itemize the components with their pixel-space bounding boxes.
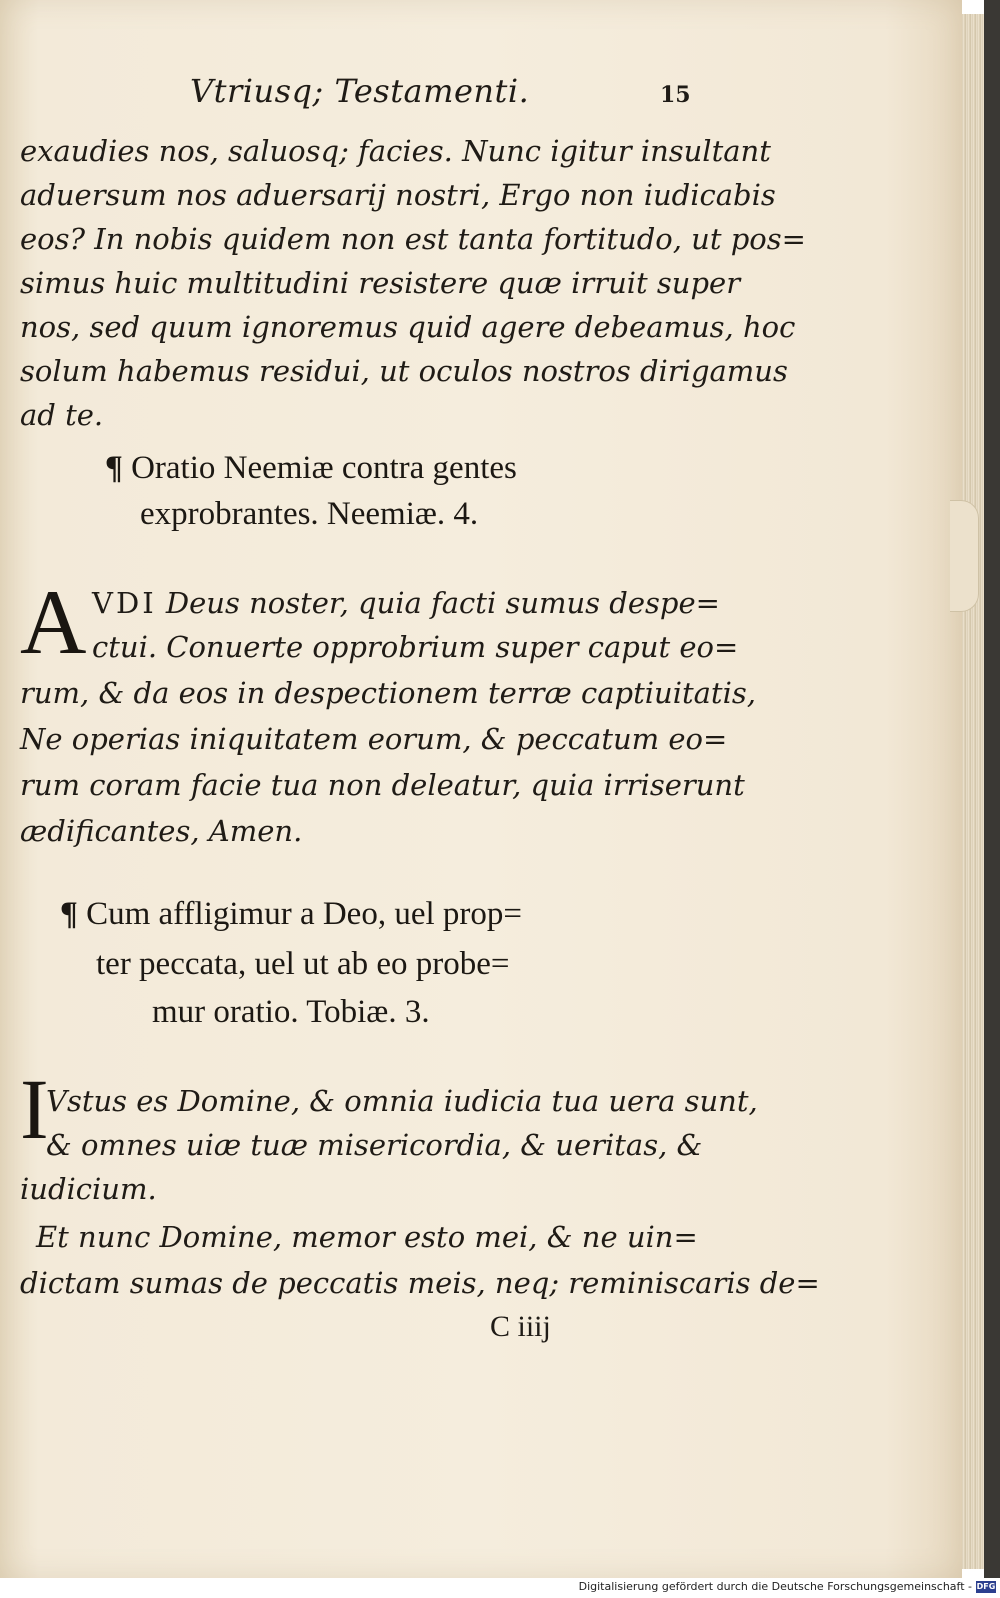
heading2-text-1: Cum affligimur a Deo, uel prop= bbox=[86, 896, 522, 932]
heading2-line-3: mur oratio. Tobiæ. 3. bbox=[152, 994, 430, 1030]
passage1-line-4: simus huic multitudini resistere quæ irruit super bbox=[20, 266, 741, 300]
heading1-line-1 bbox=[105, 444, 517, 492]
pilcrow-icon: ¶ bbox=[60, 896, 78, 932]
passage1-line-3: eos? In nobis quidem non est tanta fortitudo, ut pos= bbox=[20, 222, 806, 256]
passage2-line-3: rum, & da eos in despectionem terræ captiuitatis, bbox=[20, 676, 756, 710]
running-title: Vtriusq; Testamenti. bbox=[190, 72, 530, 110]
passage2-line-1-text: Deus noster, quia facti sumus despe= bbox=[165, 586, 720, 620]
heading1-text-1: Oratio Neemiæ contra gentes bbox=[131, 450, 517, 486]
drop-cap-i: I bbox=[20, 1061, 49, 1157]
passage4-line-1: Et nunc Domine, memor esto mei, & ne uin= bbox=[36, 1220, 698, 1254]
passage4-line-2: dictam sumas de peccatis meis, neq; reminiscaris de= bbox=[20, 1266, 820, 1300]
footer-bar bbox=[0, 1578, 1000, 1598]
passage1-line-1: exaudies nos, saluosq; facies. Nunc igitur insultant bbox=[20, 134, 771, 168]
passage1-line-7: ad te. bbox=[20, 398, 104, 432]
passage2-initial-word: VDI bbox=[92, 586, 157, 620]
dfg-logo-icon: DFG bbox=[976, 1582, 996, 1591]
passage2-line-6: ædificantes, Amen. bbox=[20, 814, 303, 848]
passage1-line-2: aduersum nos aduersarij nostri, Ergo non iudicabis bbox=[20, 178, 776, 212]
passage2-line-2: ctui. Conuerte opprobrium super caput eo= bbox=[92, 630, 739, 664]
page-tab-marker bbox=[950, 500, 979, 612]
heading2-line-1 bbox=[60, 890, 522, 938]
drop-cap-a: A bbox=[20, 571, 87, 673]
passage1-line-6: solum habemus residui, ut oculos nostros dirigamus bbox=[20, 354, 788, 388]
passage2-line-5: rum coram facie tua non deleatur, quia irriserunt bbox=[20, 768, 745, 802]
passage2-line-4: Ne operias iniquitatem eorum, & peccatum eo= bbox=[20, 722, 728, 756]
passage3-line-1: Vstus es Domine, & omnia iudicia tua uera sunt, bbox=[46, 1084, 758, 1118]
heading2-line-2: ter peccata, uel ut ab eo probe= bbox=[96, 946, 510, 982]
page-edge bbox=[962, 14, 984, 1569]
pilcrow-icon: ¶ bbox=[105, 450, 123, 486]
passage3-line-3: iudicium. bbox=[20, 1172, 157, 1206]
passage3-line-2: & omnes uiæ tuæ misericordia, & ueritas, & bbox=[46, 1128, 703, 1162]
passage2-line-1 bbox=[92, 580, 720, 626]
funding-credit: Digitalisierung gefördert durch die Deutsche Forschungsgemeinschaft - bbox=[578, 1580, 972, 1593]
heading1-line-2: exprobrantes. Neemiæ. 4. bbox=[140, 496, 479, 532]
folio-number: 15 bbox=[660, 82, 691, 108]
passage1-line-5: nos, sed quum ignoremus quid agere debeamus, hoc bbox=[20, 310, 796, 344]
binding-strip bbox=[984, 0, 1000, 1578]
signature-mark: C iiij bbox=[490, 1310, 551, 1343]
